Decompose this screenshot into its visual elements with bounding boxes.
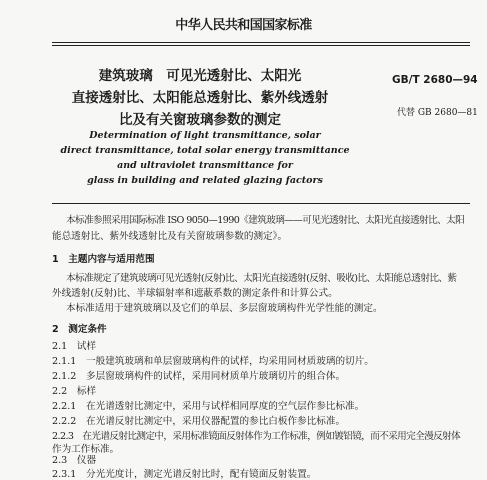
clause-2-1: 2.1 试样 [52,341,97,352]
clause-2-2: 2.2 标样 [52,386,97,397]
section-2-heading: 2 测定条件 [52,324,107,335]
clause-2-3: 2.3 仪器 [52,455,97,466]
english-title-line-3: and ultraviolet transmittance for [117,160,293,171]
clause-2-2-3: 2.2.3 在光谱反射比测定中，采用标准镜面反射体作为工作标准，例如镀铝镜，而不采用完全漫反射体 [52,431,461,442]
chinese-title-line-1: 建筑玻璃 可见光透射比、太阳光 [98,68,302,84]
clause-2-2-2: 2.2.2 在光谱反射比测定中，采用仪器配置的参比白板作参比标准。 [52,416,346,427]
intro-line-1: 本标准参照采用国际标准 ISO 9050—1990《建筑玻璃——可见光透射比、太阳光直接透射比、太阳 [66,215,465,226]
section-1-line-3: 本标准适用于建筑玻璃以及它们的单层、多层窗玻璃构件光学性能的测定。 [66,303,383,314]
standard-category-header: 中华人民共和国国家标准 [175,18,312,33]
header-rule-thin [52,45,470,46]
section-1-line-2: 外线透射(反射)比、半球辐射率和遮蔽系数的测定条件和计算公式。 [52,288,338,299]
english-title-line-4: glass in building and related glazing factors [87,175,323,186]
english-title-line-1: Determination of light transmittance, solar [89,130,321,141]
section-1-heading: 1 主题内容与适用范围 [52,254,155,265]
chinese-title-line-3: 比及有关窗玻璃参数的测定 [119,112,281,128]
chinese-title-line-2: 直接透射比、太阳能总透射比、紫外线透射 [71,90,329,106]
standard-code: GB/T 2680—94 [392,74,478,86]
clause-2-1-2: 2.1.2 多层窗玻璃构件的试样，采用同材质单片玻璃切片的组合体。 [52,371,346,382]
clause-2-1-1: 2.1.1 一般建筑玻璃和单层窗玻璃构件的试样，均采用同材质玻璃的切片。 [52,356,374,367]
clause-2-3-1: 2.3.1 分光光度计，测定光谱反射比时，配有镜面反射装置。 [52,469,317,480]
intro-line-2: 能总透射比、紫外线透射比及有关窗玻璃参数的测定》。 [52,231,288,242]
clause-2-2-3-continued: 作为工作标准。 [52,444,120,455]
english-title-line-2: direct transmittance, total solar energy transmittance [60,145,350,156]
header-rule-thick [52,42,470,43]
clause-2-2-1: 2.2.1 在光谱透射比测定中，采用与试样相同厚度的空气层作参比标准。 [52,401,365,412]
replaces-standard: 代替 GB 2680—81 [397,108,478,118]
section-1-line-1: 本标准规定了建筑玻璃可见光透射(反射)比、太阳光直接透射(反射、吸收)比、太阳能总透射比、紫 [66,273,457,284]
title-separator-rule [52,203,470,204]
